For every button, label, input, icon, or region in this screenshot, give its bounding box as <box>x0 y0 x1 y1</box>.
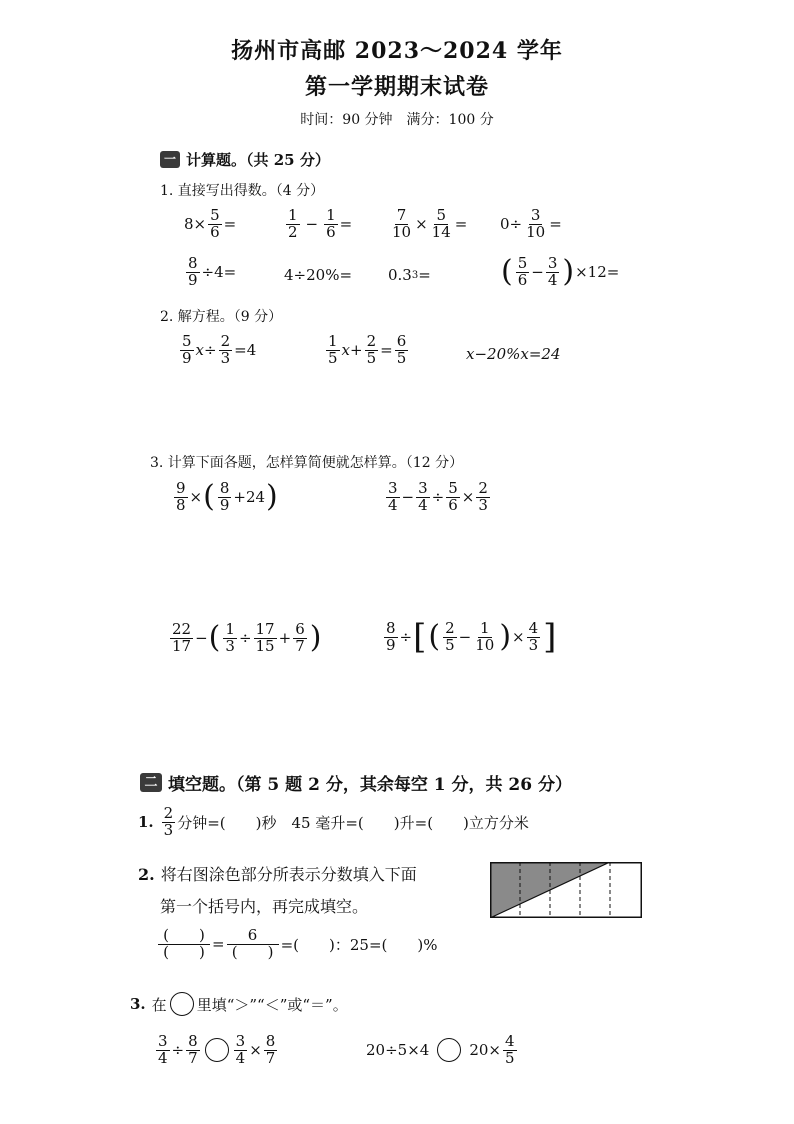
q3d-right-bracket: ] <box>543 617 557 657</box>
exam-title-line1: 扬州市高邮 2023～2024 学年 <box>231 38 563 64</box>
s2-q1 <box>138 806 529 839</box>
q3d-frac2: $\frac{2}{5}$ <box>445 618 455 654</box>
q2-item-a <box>178 334 256 367</box>
q1a-fraction: $\frac{5}{6}$ <box>210 206 220 241</box>
q3-item-c <box>168 622 322 655</box>
s2-q3-instruction <box>130 992 348 1016</box>
q2a-frac2: $\frac{2}{3}$ <box>220 332 231 367</box>
q3b-frac1: $\frac{3}{4}$ <box>388 479 398 514</box>
answer-circle-a[interactable] <box>205 1038 229 1062</box>
q1d-fraction: $\frac{3}{10}$ <box>526 206 546 241</box>
q2-item-c <box>466 345 560 363</box>
q3c-op2: ÷ <box>238 629 252 648</box>
q1h-frac1: $\frac{5}{6}$ <box>517 254 528 289</box>
q2b-frac1: $\frac{1}{5}$ <box>328 332 338 367</box>
q1b-frac2: $\frac{1}{6}$ <box>326 206 336 241</box>
q1b-op: − <box>305 215 319 234</box>
q1c-eq: = <box>454 215 468 234</box>
s2-q2-equation <box>156 928 437 961</box>
q3c-frac2: $\frac{1}{3}$ <box>225 620 235 655</box>
q1-item-d <box>500 208 562 241</box>
section-1-heading <box>160 149 330 170</box>
q1h-right-paren: ) <box>562 254 575 290</box>
q3-item-d <box>382 617 557 657</box>
q3b-frac2: $\frac{3}{4}$ <box>418 479 428 514</box>
exam-title-line2: 第一学期期末试卷 <box>304 74 489 100</box>
q2b-frac2: $\frac{2}{5}$ <box>366 332 377 367</box>
s2q3b-lhs: 20÷5×4 <box>366 1041 430 1060</box>
q3d-frac1: $\frac{8}{9}$ <box>386 618 396 654</box>
s2q2-eq1: = <box>212 935 225 954</box>
s2q1-number: 1. <box>138 813 154 832</box>
q3b-op2: ÷ <box>431 488 445 507</box>
q3d-op: ÷ <box>399 628 413 646</box>
s2q3-instr-post: 里填“＞”“＜”或“＝”。 <box>196 995 348 1014</box>
q3a-frac1: $\frac{9}{8}$ <box>176 479 186 514</box>
q1c-op: × <box>415 215 428 234</box>
answer-circle-b[interactable] <box>437 1038 461 1062</box>
q2a-mid: x÷ <box>195 341 217 360</box>
s2q3b-fraction: $\frac{4}{5}$ <box>504 1032 515 1067</box>
q3d-frac3: $\frac{1}{10}$ <box>475 618 495 654</box>
q3b-frac4: $\frac{2}{3}$ <box>478 479 488 514</box>
shaded-rectangle-figure <box>490 862 642 918</box>
q3c-right-paren: ) <box>309 620 322 656</box>
s2-q2-line2: 第一个括号内，再完成填空。 <box>160 897 369 916</box>
s2q1-fraction: $\frac{2}{3}$ <box>163 804 174 839</box>
q3d-left-bracket: [ <box>413 617 427 657</box>
s2q2-tail: =( )：25=( )% <box>280 935 438 954</box>
q1h-rhs: ×12= <box>575 263 620 282</box>
q1-item-g <box>388 266 431 284</box>
q3c-op3: + <box>278 629 292 648</box>
s2-q2-line1 <box>138 862 417 885</box>
s2q2-blank-fraction: $\frac{( )}{( )}$ <box>158 928 210 961</box>
q1h-frac2: $\frac{3}{4}$ <box>547 254 558 289</box>
q1f-text: 4÷20%= <box>284 266 353 284</box>
q1g-base: 0.3 <box>388 266 412 284</box>
q3c-frac4: $\frac{6}{7}$ <box>295 620 305 655</box>
q1a-eq: = <box>223 215 237 234</box>
s2q3a-frac3: $\frac{3}{4}$ <box>235 1032 246 1067</box>
q3c-op: − <box>195 629 208 648</box>
q3d-right-paren: ) <box>499 619 512 654</box>
q1b-frac1: $\frac{1}{2}$ <box>288 206 298 241</box>
q1-item-h <box>500 256 619 289</box>
q3a-left-paren: ( <box>203 479 215 515</box>
q3a-right-paren: ) <box>266 479 278 515</box>
q3c-left-paren: ( <box>208 620 221 656</box>
q1-item-a <box>184 208 236 241</box>
q3d-op2: − <box>458 628 472 646</box>
s2-q3-item-a <box>154 1034 279 1067</box>
s2q3-instr-pre: 在 <box>151 995 167 1014</box>
q2b-mid: x+ <box>341 341 363 360</box>
q2-label: 2. 解方程。（9 分） <box>160 309 283 325</box>
q2b-frac3: $\frac{6}{5}$ <box>396 332 407 367</box>
s2q3-number: 3. <box>130 995 146 1013</box>
q2b-eq: = <box>380 341 393 360</box>
s2q3a-op2: × <box>249 1041 262 1060</box>
q3-label: 3. 计算下面各题，怎样算简便就怎样算。（12 分） <box>150 455 464 471</box>
q3d-frac4: $\frac{4}{3}$ <box>528 618 539 654</box>
q1d-lhs: 0÷ <box>500 215 523 234</box>
s2-q3-item-b <box>366 1034 519 1067</box>
q2-item-b <box>324 334 410 367</box>
q1g-exponent: 3 <box>411 269 419 281</box>
q3d-op3: × <box>512 628 525 646</box>
q2a-frac1: $\frac{5}{9}$ <box>182 332 192 367</box>
section-2-badge: 二 <box>140 773 162 792</box>
s2q2-number: 2. <box>138 865 155 884</box>
s2q3a-frac1: $\frac{3}{4}$ <box>158 1032 168 1067</box>
q1h-op: − <box>531 263 544 282</box>
s2q3a-op: ÷ <box>171 1041 185 1060</box>
s2q2-line1-text: 将右图涂色部分所表示分数填入下面 <box>160 865 417 884</box>
exam-meta: 时间：90 分钟 满分：100 分 <box>300 112 494 128</box>
q1c-frac1: $\frac{7}{10}$ <box>392 206 412 241</box>
section-1-label: 计算题。（共 25 分） <box>186 151 330 169</box>
q1g-eq: = <box>418 266 431 284</box>
q3a-frac2: $\frac{8}{9}$ <box>219 479 230 514</box>
q3c-frac3: $\frac{17}{15}$ <box>255 620 275 655</box>
q2c-text: x−20%x=24 <box>466 345 561 363</box>
section-2-heading <box>140 770 572 795</box>
q1b-eq: = <box>339 215 353 234</box>
s2q3a-frac2: $\frac{8}{7}$ <box>188 1032 198 1067</box>
q1-item-b <box>284 208 352 241</box>
q1e-rhs: ÷4= <box>201 263 237 282</box>
q3-item-a <box>172 481 279 514</box>
q1-item-f <box>284 266 352 284</box>
q1-item-e <box>184 256 236 289</box>
section-2-label: 填空题。（第 5 题 2 分，其余每空 1 分，共 26 分） <box>168 775 572 795</box>
q3b-frac3: $\frac{5}{6}$ <box>448 479 458 514</box>
q3a-op: × <box>189 488 203 507</box>
q3b-op3: × <box>461 488 475 507</box>
q1-item-c <box>388 208 467 241</box>
q3-item-b <box>384 481 492 514</box>
s2q3a-frac4: $\frac{8}{7}$ <box>265 1032 276 1067</box>
q1-label: 1. 直接写出得数。（4 分） <box>160 183 325 199</box>
s2q2-fraction-6: $\frac{6}{( )}$ <box>227 928 279 961</box>
q3b-op1: − <box>401 488 415 507</box>
q3a-tail: +24 <box>233 488 266 507</box>
q3c-frac1: $\frac{22}{17}$ <box>172 620 192 655</box>
q2a-rhs: =4 <box>234 341 257 360</box>
q1e-fraction: $\frac{8}{9}$ <box>188 254 198 289</box>
s2q1-text: 分钟=( )秒 45 毫升=( )升=( )立方分米 <box>177 813 529 832</box>
s2q3b-rhs: 20× <box>469 1041 501 1060</box>
section-1-badge: 一 <box>160 151 180 168</box>
q1c-frac2: $\frac{5}{14}$ <box>431 206 451 241</box>
q3d-left-paren: ( <box>428 619 441 654</box>
q1a-lhs: 8× <box>184 215 207 234</box>
compare-circle-icon <box>170 992 194 1016</box>
q1d-eq: = <box>549 215 562 234</box>
q1h-left-paren: ( <box>501 254 513 290</box>
